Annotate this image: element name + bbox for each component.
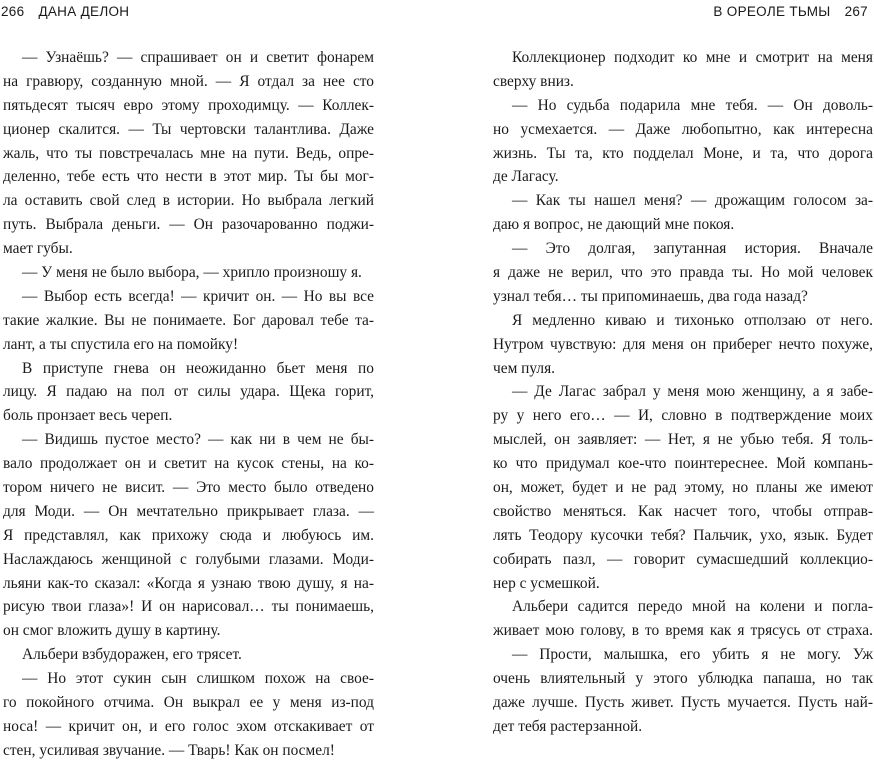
text-line: сверху вниз.	[493, 72, 574, 90]
text-line: мает губы.	[3, 240, 73, 258]
text-line: Нутром чувствую: для меня он приберег нечто похуже,	[493, 335, 873, 353]
text-line: даже лучше. Пусть живет. Пусть мучается. Пусть най-	[493, 694, 873, 712]
text-line: рисую твои глаза»! И он нарисовал… ты понимаешь,	[3, 598, 374, 616]
text-line: очень влиятельный у этого ублюдка папаша, но так	[493, 670, 873, 688]
text-line: путь. Выбрала деньги. — Он разочарованно поджи-	[3, 216, 374, 234]
text-line: стен, усиливая звучание. — Тварь! Как он посмел!	[3, 741, 335, 759]
left-page-number: 266	[1, 4, 25, 19]
text-line: собирать пазл, — говорит сумасшедший коллекцио-	[493, 550, 873, 568]
text-line: лицу. Я падаю на пол от силы удара. Щека горит,	[3, 383, 374, 401]
text-line: ционер скалится. — Ты чертовски талантлива. Даже	[3, 120, 374, 138]
left-running-head: ДАНА ДЕЛОН	[38, 4, 130, 19]
text-line: жаль, что ты повстречалась мне на пути. Ведь, опре-	[3, 144, 374, 162]
text-line: Альбери садится передо мной на колени и погла-	[512, 598, 873, 616]
text-line: он смог вложить душу в картину.	[3, 622, 221, 640]
text-line: тором ничего не висит. — Это место было отведено	[3, 479, 374, 497]
text-line: для Моди. — Он мечтательно прикрывает глаза. —	[3, 502, 374, 520]
text-line: ко что придумал кое-что поинтереснее. Мой компань-	[493, 455, 873, 473]
left-page-text	[3, 46, 374, 763]
text-line: де Лагасу.	[493, 168, 559, 186]
text-line: но усмехается. — Даже любопытно, как интересна	[493, 120, 873, 138]
text-line: Наслаждаюсь женщиной с голубыми глазами. Моди-	[3, 550, 374, 568]
text-line: — Де Лагас забрал у меня мою женщину, а я забе-	[512, 383, 873, 401]
text-line: — Выбор есть всегда! — кричит он. — Но вы все	[22, 287, 374, 305]
text-line: такие жалкие. Вы не понимаете. Бог даровал тебе та-	[3, 311, 374, 329]
text-line: мыслей, он заявляет: — Нет, я не убью тебя. Я толь-	[493, 431, 873, 449]
text-line: нер с усмешкой.	[493, 574, 600, 592]
right-page-header	[713, 2, 868, 22]
text-line: — Прости, малышка, его убить я не могу. Уж	[512, 646, 873, 664]
text-line: ла оставить свой след в истории. Но выбрала легкий	[3, 192, 374, 210]
text-line: Я медленно киваю и тихонько отползаю от него.	[512, 311, 873, 329]
text-line: жизнь. Ты та, кто подделал Моне, и та, что дорога	[493, 144, 873, 162]
text-line: пятьдесят тысяч евро этому проходимцу. — Коллек-	[3, 96, 374, 114]
text-line: вало продолжает он и светит на кусок стены, на ко-	[3, 455, 374, 473]
text-line: чем пуля.	[493, 359, 556, 377]
text-line: свойство меняться. Как насчет того, чтобы отправ-	[493, 502, 873, 520]
text-line: он, может, будет и не рад этому, но планы же имеют	[493, 479, 873, 497]
text-line: В приступе гнева он неожиданно бьет меня по	[22, 359, 374, 377]
text-line: дет тебя растерзанной.	[493, 717, 643, 735]
text-line: ру у него его… — И, словно в подтверждение моих	[493, 407, 873, 425]
text-line: льяни как-то сказал: «Когда я узнаю твою душу, я на-	[3, 574, 374, 592]
right-running-head: В ОРЕОЛЕ ТЬМЫ	[713, 4, 831, 19]
text-line: я даже не верил, что это правда ты. Но мой человек	[493, 264, 873, 282]
text-line: — Как ты нашел меня? — дрожащим голосом за-	[512, 192, 873, 210]
text-line: — Видишь пустое место? — как ни в чем не бы-	[22, 431, 374, 449]
text-line: на гравюру, созданную мной. — Я отдал за нее сто	[3, 72, 374, 90]
text-line: — Это долгая, запутанная история. Вначале	[512, 240, 873, 258]
right-page-number: 267	[844, 4, 868, 19]
text-line: деленно, тебе есть что нести в этот мир. Ты бы мог-	[3, 168, 374, 186]
text-line: — Но судьба подарила мне тебя. — Он доволь-	[512, 96, 873, 114]
text-line: Альбери взбудоражен, его трясет.	[22, 646, 242, 664]
right-page-text	[493, 46, 873, 739]
text-line: — Но этот сукин сын слишком похож на свое-	[22, 670, 374, 688]
text-line: го покойного отчима. Он выкрал ее у меня из-под	[3, 694, 374, 712]
text-line: узнал тебя… ты припоминаешь, два года назад?	[493, 287, 808, 305]
text-line: живает мою голову, в то время как я трясусь от страха.	[493, 622, 873, 640]
text-line: лять Теодору кусочки тебя? Пальчик, ухо, язык. Будет	[493, 526, 873, 544]
right-page	[438, 0, 874, 735]
text-line: Коллекционер подходит ко мне и смотрит на меня	[512, 49, 873, 66]
text-line: — У меня не было выбора, — хрипло произношу я.	[22, 264, 362, 282]
text-line: Я представлял, как прихожу сюда и любуюсь им.	[3, 526, 374, 544]
text-line: носа! — кричит он, и его голос эхом отскакивает от	[3, 717, 374, 735]
text-line: — Узнаёшь? — спрашивает он и светит фонарем	[22, 49, 374, 66]
text-line: лант, а ты спустила его на помойку!	[3, 335, 239, 353]
left-page-header	[1, 2, 129, 22]
text-line: даю я вопрос, не дающий мне покоя.	[493, 216, 735, 234]
text-line: боль пронзает весь череп.	[3, 407, 173, 425]
left-page	[0, 0, 436, 759]
